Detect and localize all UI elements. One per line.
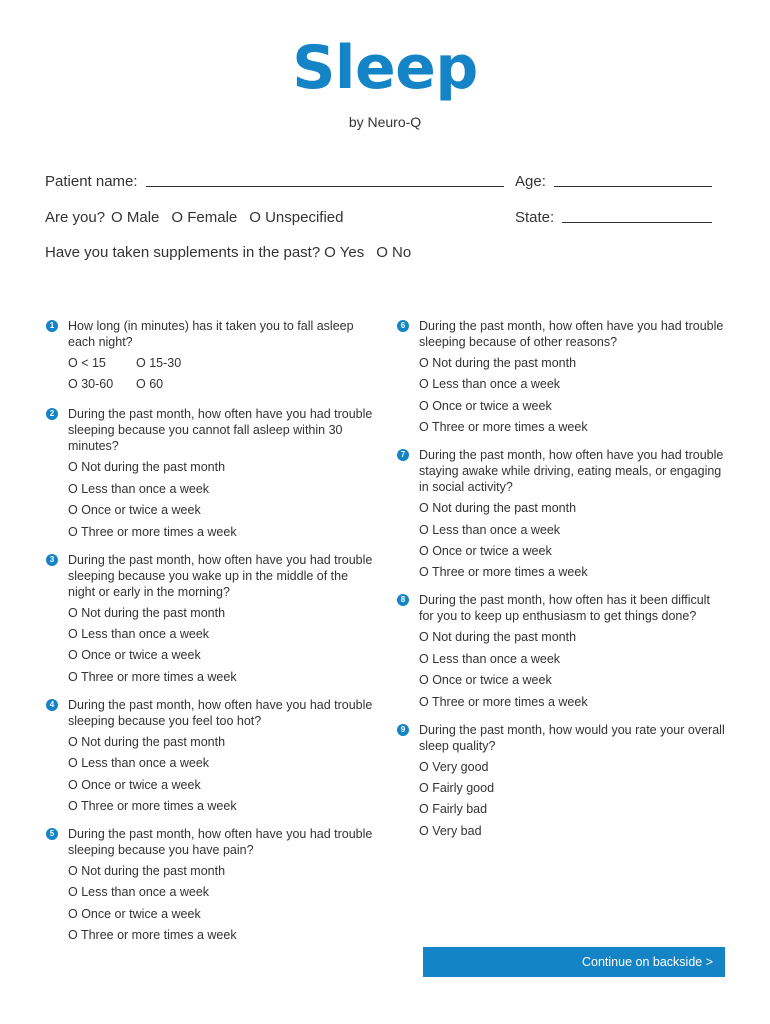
answer-option[interactable]: O Fairly bad	[419, 802, 488, 817]
answer-option[interactable]: O < 15	[68, 356, 106, 370]
answer-option[interactable]: O Less than once a week	[68, 885, 210, 900]
answer-option[interactable]: O Three or more times a week	[68, 669, 237, 684]
question-9	[397, 722, 727, 839]
patient-name-field[interactable]	[146, 185, 504, 187]
gender-option-male[interactable]: O Male	[111, 209, 160, 226]
answer-option[interactable]: O Less than once a week	[419, 651, 561, 666]
question-number-badge: 8	[397, 594, 409, 606]
answer-option[interactable]: O Three or more times a week	[68, 928, 237, 943]
answer-option[interactable]: O Not during the past month	[68, 605, 226, 620]
answer-option[interactable]: O 15-30	[136, 356, 182, 370]
question-text: During the past month, how often have you had trouble staying awake while driving, eating meals, or engaging in social activity?	[419, 448, 724, 495]
question-3	[46, 552, 376, 685]
answer-option[interactable]: O Three or more times a week	[419, 420, 588, 435]
answer-option[interactable]: O Once or twice a week	[68, 906, 201, 921]
age-label: Age:	[515, 173, 546, 190]
answer-option[interactable]: O Very good	[419, 759, 489, 774]
question-text: During the past month, how would you rate your overall sleep quality?	[419, 722, 725, 753]
answer-option[interactable]: O Not during the past month	[419, 501, 577, 516]
answer-option[interactable]: O Once or twice a week	[419, 543, 552, 558]
answer-option[interactable]: O Less than once a week	[68, 756, 210, 771]
patient-name-label: Patient name:	[45, 173, 138, 190]
question-number-badge: 9	[397, 724, 409, 736]
question-number-badge: 5	[46, 828, 58, 840]
answer-option[interactable]: O 30-60	[68, 377, 114, 392]
question-number-badge: 6	[397, 320, 409, 332]
question-number-badge: 3	[46, 554, 58, 566]
answer-option[interactable]: O Less than once a week	[419, 377, 561, 392]
answer-option[interactable]: O Once or twice a week	[419, 398, 552, 413]
question-text: During the past month, how often has it been difficult for you to keep up enthusiasm to get things done?	[419, 593, 710, 624]
answer-option[interactable]: O Less than once a week	[419, 522, 561, 537]
question-number-badge: 4	[46, 699, 58, 711]
questions-left-column	[46, 318, 376, 948]
state-field[interactable]	[562, 221, 712, 223]
answer-option[interactable]: O Less than once a week	[68, 481, 210, 496]
question-text: During the past month, how often have you had trouble sleeping because of other reasons?	[419, 319, 724, 349]
age-field[interactable]	[554, 185, 712, 187]
answer-option[interactable]: O Once or twice a week	[68, 503, 201, 518]
question-8	[397, 592, 727, 709]
continue-backside-button[interactable]: Continue on backside >	[423, 947, 725, 977]
answer-option[interactable]: O Three or more times a week	[419, 565, 588, 580]
form-subtitle: by Neuro-Q	[348, 114, 422, 130]
question-text: How long (in minutes) has it taken you to fall asleep each night?	[68, 319, 354, 349]
question-number-badge: 1	[46, 320, 58, 332]
gender-option-unspecified[interactable]: O Unspecified	[249, 209, 344, 226]
question-2	[46, 406, 376, 539]
answer-option[interactable]: O Not during the past month	[419, 630, 577, 645]
answer-option[interactable]: O Fairly good	[419, 780, 495, 795]
supplements-option-no[interactable]: O No	[376, 244, 412, 261]
supplements-label: Have you taken supplements in the past?	[45, 244, 321, 261]
form-title: Sleep	[292, 33, 478, 103]
question-6	[397, 318, 727, 435]
answer-option[interactable]: O Not during the past month	[68, 734, 226, 749]
supplements-option-yes[interactable]: O Yes	[324, 244, 365, 261]
answer-option[interactable]: O 60	[136, 377, 164, 392]
answer-option[interactable]: O Not during the past month	[68, 460, 226, 475]
answer-option[interactable]: O Not during the past month	[419, 356, 577, 370]
answer-option[interactable]: O Less than once a week	[68, 626, 210, 641]
question-text: During the past month, how often have you had trouble sleeping because you cannot fall asleep within 30 minutes?	[68, 407, 373, 454]
question-number-badge: 2	[46, 408, 58, 420]
question-4	[46, 697, 376, 814]
question-7	[397, 447, 727, 580]
answer-option[interactable]: O Once or twice a week	[68, 777, 201, 792]
questions-right-column	[397, 318, 727, 844]
question-text: During the past month, how often have you had trouble sleeping because you feel too hot?	[68, 697, 373, 728]
gender-label: Are you?	[45, 209, 106, 226]
state-row	[515, 209, 712, 226]
answer-option[interactable]: O Very bad	[419, 823, 482, 838]
answer-option[interactable]: O Three or more times a week	[68, 524, 237, 539]
gender-option-female[interactable]: O Female	[171, 209, 238, 226]
question-number-badge: 7	[397, 449, 409, 461]
answer-option[interactable]: O Three or more times a week	[68, 798, 237, 813]
question-1	[46, 318, 376, 392]
supplements-row	[45, 244, 411, 261]
answer-option[interactable]: O Once or twice a week	[419, 673, 552, 688]
state-label: State:	[515, 209, 555, 226]
answer-option[interactable]: O Not during the past month	[68, 863, 226, 878]
answer-option[interactable]: O Once or twice a week	[68, 648, 201, 663]
age-row	[515, 173, 712, 190]
question-text: During the past month, how often have you had trouble sleeping because you wake up in the middle of the night or early in the morning?	[68, 552, 373, 599]
gender-row	[45, 209, 343, 226]
question-5	[46, 826, 376, 943]
answer-option[interactable]: O Three or more times a week	[419, 694, 588, 709]
question-text: During the past month, how often have you had trouble sleeping because you have pain?	[68, 826, 373, 857]
patient-name-row	[45, 173, 504, 190]
